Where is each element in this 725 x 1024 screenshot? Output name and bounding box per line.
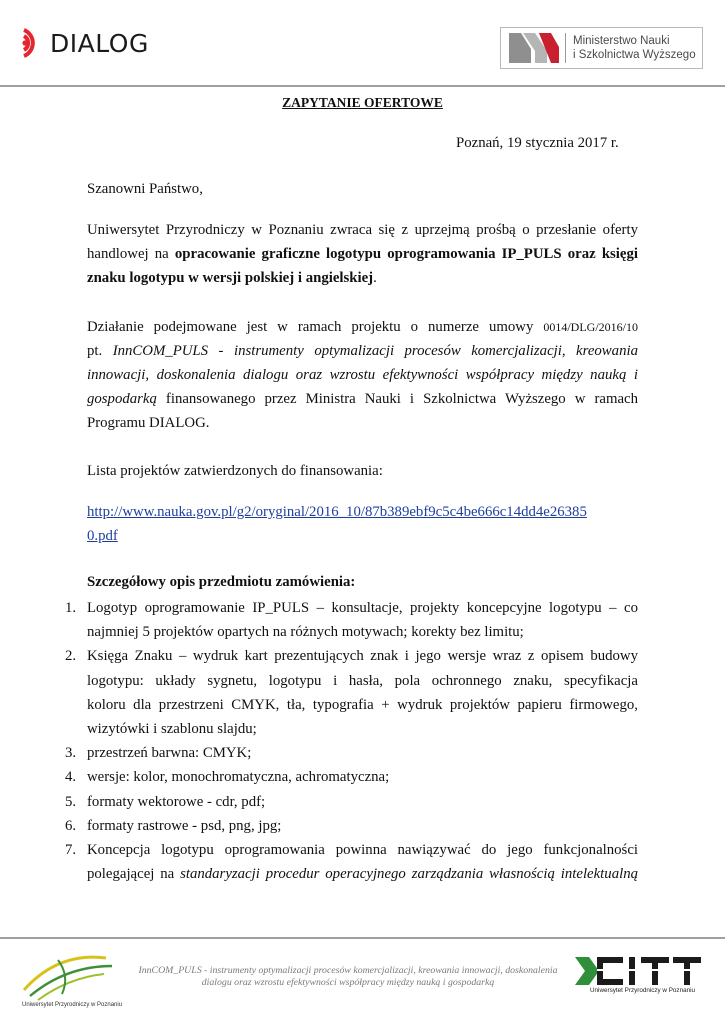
citt-caption: Uniwersytet Przyrodniczy w Poznaniu — [590, 987, 695, 994]
footer-text-line-1: InnCOM_PULS - instrumenty optymalizacji procesów komercjalizacji, kreowania innowacji, doskonalenia — [138, 965, 558, 976]
document-date: Poznań, 19 stycznia 2017 r. — [456, 135, 619, 151]
details-list — [60, 596, 640, 886]
list-item — [60, 596, 640, 644]
list-item-number: 6. — [65, 817, 77, 834]
list-intro: Lista projektów zatwierdzonych do finansowania: — [87, 463, 383, 479]
list-item-line: przestrzeń barwna: CMYK; — [87, 745, 252, 762]
paragraph-intro-line-1: Uniwersytet Przyrodniczy w Poznaniu zwraca się z uprzejmą prośbą o przesłanie oferty — [87, 222, 638, 238]
paragraph-intro — [87, 218, 638, 290]
list-item-line: formaty rastrowe - psd, png, jpg; — [87, 817, 282, 834]
project-list-link[interactable] — [87, 500, 587, 548]
paragraph-project — [87, 315, 638, 435]
list-item — [60, 741, 640, 765]
ministry-line-2: i Szkolnictwa Wyższego — [573, 49, 696, 61]
paragraph-intro-line-3: znaku logotypu w wersji polskiej i angielskiej. — [87, 270, 377, 286]
list-item-line: Księga Znaku – wydruk kart prezentujących znak i jego wersje wraz z opisem budowy — [87, 648, 638, 665]
list-item-line: polegającej na standaryzacji procedur operacyjnego zarządzania własnością intelektualną — [87, 866, 638, 883]
footer-project-text — [128, 965, 568, 989]
list-item-line: logotypu: układy sygnetu, logotypu i hasła, pola ochronnego znaku, specyfikacja — [87, 672, 638, 689]
list-item — [60, 765, 640, 789]
list-item-line: Logotyp oprogramowanie IP_PULS – konsultacje, projekty koncepcyjne logotypu – co — [87, 600, 638, 616]
list-item-number: 1. — [65, 600, 77, 616]
university-caption: Uniwersytet Przyrodniczy w Poznaniu — [22, 1002, 123, 1008]
list-item-number: 7. — [65, 842, 77, 859]
list-item-line: koloru dla przestrzeni CMYK, tła, typografia + wydruk projektów papieru firmowego, — [87, 696, 638, 713]
footer-text-line-2: dialogu oraz wzrostu efektywności współpracy między nauką i gospodarką — [201, 977, 495, 988]
dialog-wave-icon — [22, 26, 48, 60]
list-item — [60, 790, 640, 814]
ministry-name — [573, 34, 696, 62]
list-item-line: formaty wektorowe - cdr, pdf; — [87, 793, 266, 810]
footer-divider — [0, 937, 725, 939]
dialog-logo-text: DIALOG — [50, 28, 149, 58]
ministry-logo — [500, 27, 703, 69]
greeting: Szanowni Państwo, — [87, 181, 203, 197]
project-list-link-line-1[interactable]: http://www.nauka.gov.pl/g2/oryginal/2016_10/87b389ebf9c5c4be666c14dd4e26385 — [87, 504, 587, 520]
project-list-link-line-2[interactable]: 0.pdf — [87, 528, 118, 544]
paragraph-project-line-2: pt. InnCOM_PULS - instrumenty optymalizacji procesów komercjalizacji, kreowania — [87, 343, 638, 359]
list-item-line: Koncepcja logotypu oprogramowania powinna nawiązywać do jego funkcjonalności — [87, 842, 638, 859]
paragraph-project-line-1: Działanie podejmowane jest w ramach projektu o numerze umowy 0014/DLG/2016/10 — [87, 319, 638, 335]
details-heading: Szczegółowy opis przedmiotu zamówienia: — [87, 574, 356, 590]
paragraph-project-line-4: gospodarką finansowanego przez Ministra Nauki i Szkolnictwa Wyższego w ramach — [87, 391, 638, 407]
contract-number: 0014/DLG/2016/10 — [543, 320, 638, 334]
list-item-number: 3. — [65, 745, 77, 762]
list-item — [60, 838, 640, 886]
paragraph-project-line-3: innowacji, doskonalenia dialogu oraz wzrostu efektywności współpracy między nauką i — [87, 367, 638, 383]
list-item-line: najmniej 5 projektów opartych na różnych motywach; korekty bez limitu; — [87, 624, 524, 641]
ministry-emblem-icon — [509, 33, 559, 63]
header-divider — [0, 85, 725, 87]
paragraph-project-line-5: Programu DIALOG. — [87, 415, 210, 431]
list-item-number: 4. — [65, 769, 77, 786]
list-item — [60, 644, 640, 741]
ministry-line-1: Ministerstwo Nauki — [573, 35, 670, 47]
list-item-line: wersje: kolor, monochromatyczna, achromatyczna; — [87, 769, 390, 786]
dialog-logo — [22, 26, 149, 60]
list-item-line: wizytówki i szablonu slajdu; — [87, 721, 257, 738]
paragraph-intro-line-2: handlowej na opracowanie graficzne logotypu oprogramowania IP_PULS oraz księgi — [87, 246, 638, 262]
list-item-number: 5. — [65, 793, 77, 810]
list-item — [60, 814, 640, 838]
list-item-number: 2. — [65, 648, 77, 665]
document-title: ZAPYTANIE OFERTOWE — [282, 95, 443, 110]
